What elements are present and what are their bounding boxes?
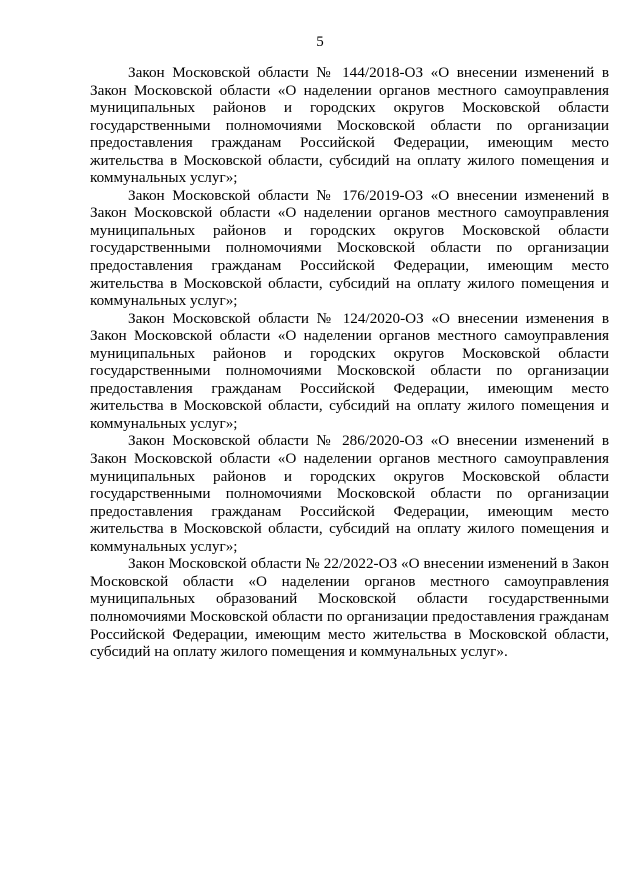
- law-paragraph-124-2020: Закон Московской области № 124/2020-ОЗ «О внесении изменения в Закон Московской области «О наделении органов местного самоуправления муниципальных районов и городских округов Московской области государственными полномочиями Московской области по организации предоставления гражданам Российской Федерации, имеющим место жительства в Московской области, субсидий на оплату жилого помещения и коммунальных услуг»;: [90, 309, 609, 432]
- law-paragraph-144-2018: Закон Московской области № 144/2018-ОЗ «О внесении изменений в Закон Московской области «О наделении органов местного самоуправления муниципальных районов и городских округов Московской области государственными полномочиями Московской области по организации предоставления гражданам Российской Федерации, имеющим место жительства в Московской области, субсидий на оплату жилого помещения и коммунальных услуг»;: [90, 64, 609, 187]
- page-number: 5: [316, 34, 324, 50]
- law-paragraph-176-2019: Закон Московской области № 176/2019-ОЗ «О внесении изменений в Закон Московской области «О наделении органов местного самоуправления муниципальных районов и городских округов Московской области государственными полномочиями Московской области по организации предоставления гражданам Российской Федерации, имеющим место жительства в Московской области, субсидий на оплату жилого помещения и коммунальных услуг»;: [90, 186, 609, 310]
- law-paragraph-286-2020: Закон Московской области № 286/2020-ОЗ «О внесении изменений в Закон Московской области «О наделении органов местного самоуправления муниципальных районов и городских округов Московской области государственными полномочиями Московской области по организации предоставления гражданам Российской Федерации, имеющим место жительства в Московской области, субсидий на оплату жилого помещения и коммунальных услуг»;: [90, 432, 609, 555]
- law-paragraph-22-2022: Закон Московской области № 22/2022-ОЗ «О внесении изменений в Закон Московской области «О наделении органов местного самоуправления муниципальных образований Московской области государственными полномочиями Московской области по организации предоставления гражданам Российской Федерации, имеющим место жительства в Московской области, субсидий на оплату жилого помещения и коммунальных услуг».: [90, 555, 609, 661]
- document-body: [90, 64, 609, 661]
